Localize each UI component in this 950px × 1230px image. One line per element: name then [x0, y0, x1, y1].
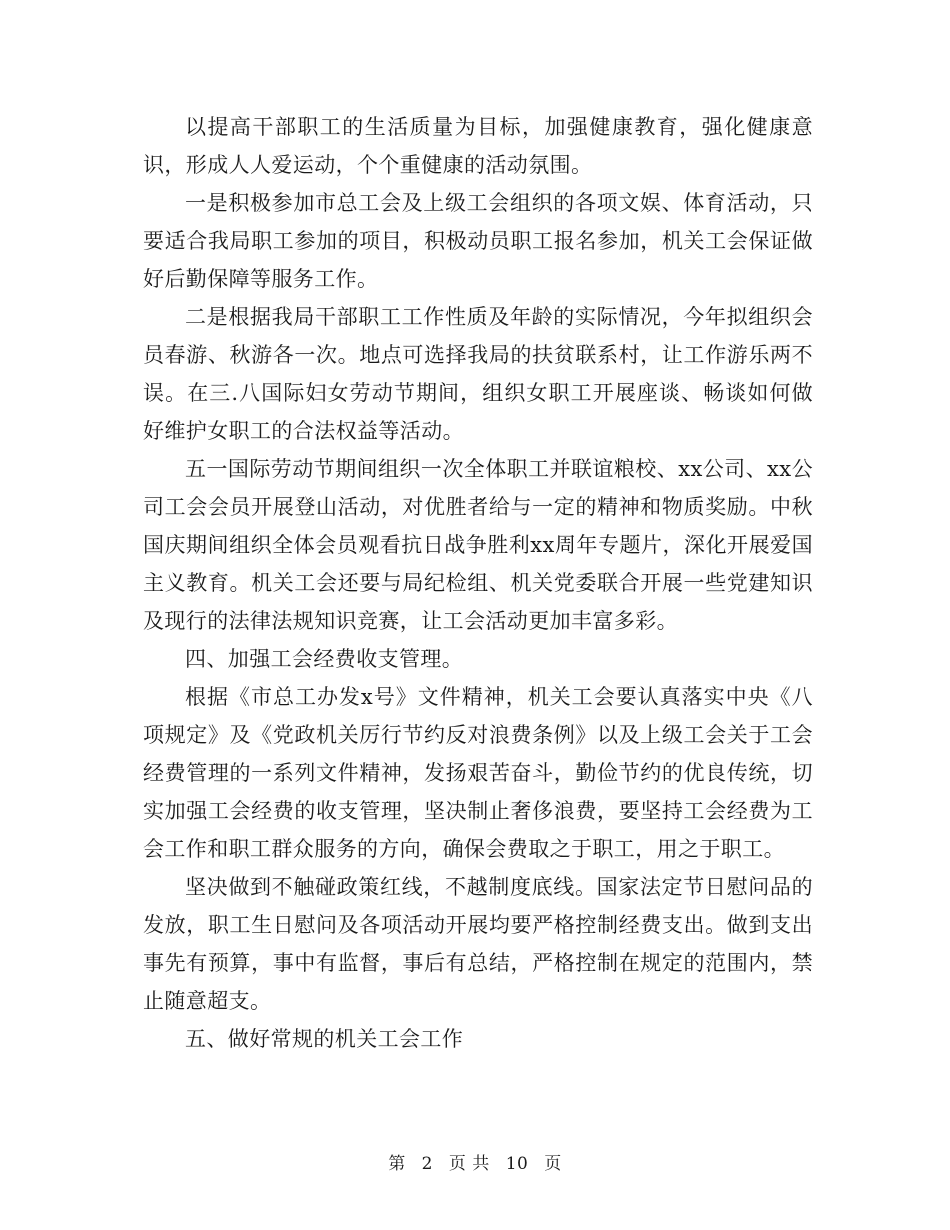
paragraph-item-one: 一是积极参加市总工会及上级工会组织的各项文娱、体育活动，只要适合我局职工参加的项目，积极动员职工报名参加，机关工会保证做好后勤保障等服务工作。: [143, 191, 813, 291]
section-heading-five: 五、做好常规的机关工会工作: [185, 1027, 464, 1051]
paragraph-policy-redline: 坚决做到不触碰政策红线，不越制度底线。国家法定节日慰问品的发放，职工生日慰问及各项活动开展均要严格控制经费支出。做到支出事先有预算，事中有监督，事后有总结，严格控制在规定的范围内，禁止随意超支。: [143, 875, 813, 1013]
footer-total-pages: 10: [505, 1154, 529, 1174]
document-body: [143, 108, 813, 1058]
paragraph-health-goal: 以提高干部职工的生活质量为目标，加强健康教育，强化健康意识，形成人人爱运动，个个重健康的活动氛围。: [143, 115, 813, 177]
paragraph-funds-management: 根据《市总工办发x号》文件精神，机关工会要认真落实中央《八项规定》及《党政机关厉行节约反对浪费条例》以及上级工会关于工会经费管理的一系列文件精神，发扬艰苦奋斗，勤俭节约的优良传统，切实加强工会经费的收支管理，坚决制止奢侈浪费，要坚持工会经费为工会工作和职工群众服务的方向，确保会费取之于职工，用之于职工。: [143, 685, 813, 861]
page-footer: [0, 1152, 950, 1176]
footer-current-page: 2: [421, 1154, 433, 1174]
paragraph-labor-day: 五一国际劳动节期间组织一次全体职工并联谊粮校、xx公司、xx公司工会会员开展登山活动，对优胜者给与一定的精神和物质奖励。中秋国庆期间组织全体会员观看抗日战争胜利xx周年专题片，深化开展爱国主义教育。机关工会还要与局纪检组、机关党委联合开展一些党建知识及现行的法律法规知识竞赛，让工会活动更加丰富多彩。: [143, 457, 813, 633]
footer-suffix: 页: [544, 1154, 562, 1174]
footer-prefix: 第: [388, 1154, 406, 1174]
section-heading-four: 四、加强工会经费收支管理。: [185, 647, 464, 671]
paragraph-item-two: 二是根据我局干部职工工作性质及年龄的实际情况，今年拟组织会员春游、秋游各一次。地点可选择我局的扶贫联系村，让工作游乐两不误。在三.八国际妇女劳动节期间，组织女职工开展座谈、畅谈如何做好维护女职工的合法权益等活动。: [143, 305, 813, 443]
footer-middle: 页 共: [448, 1154, 490, 1174]
